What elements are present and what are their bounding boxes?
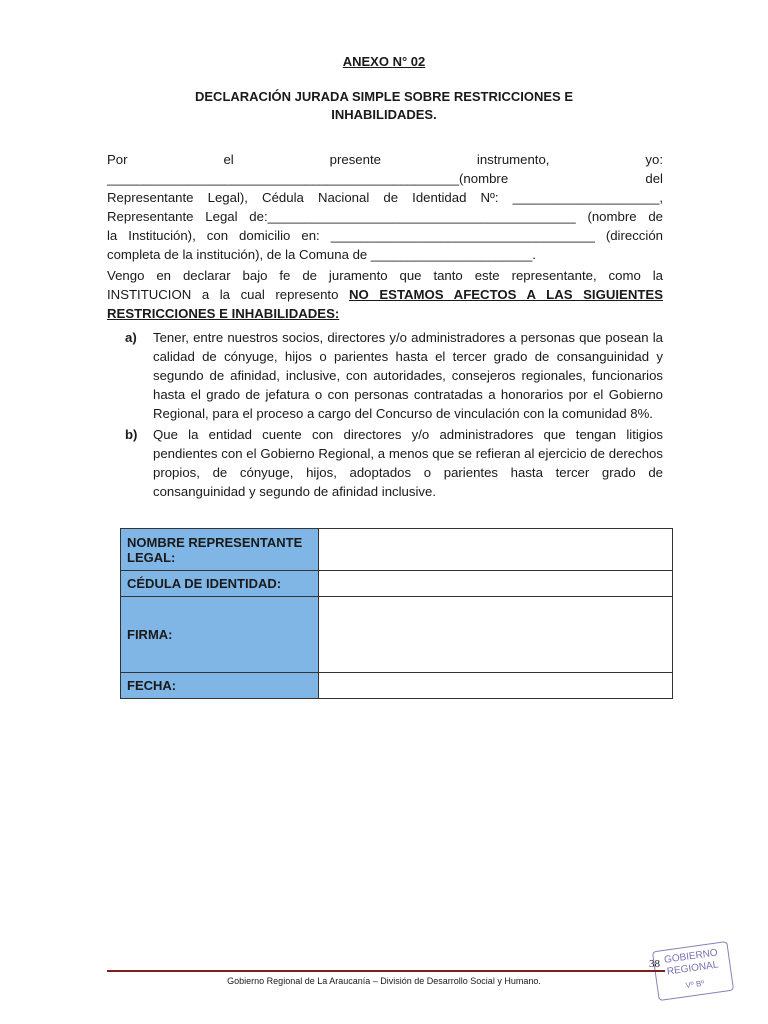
oath-emphasis: RESTRICCIONES E INHABILIDADES: xyxy=(107,306,340,321)
oath-line xyxy=(107,285,663,304)
paragraph-line: Representante Legal), Cédula Nacional de Identidad Nº: ____________________, xyxy=(107,190,663,205)
restriction-item-a xyxy=(107,328,663,428)
oath-line: Vengo en declarar bajo fe de juramento que tanto este representante, como la xyxy=(107,268,663,283)
page-number: 38 xyxy=(649,958,660,970)
representative-name-field[interactable] xyxy=(319,529,673,571)
paragraph-line: completa de la institución), de la Comuna de ______________________. xyxy=(107,247,536,262)
restriction-item-b xyxy=(107,425,663,506)
signature-field[interactable] xyxy=(319,597,673,673)
oath-emphasis: NO ESTAMOS AFECTOS A LAS SIGUIENTES xyxy=(349,287,663,302)
declarant-paragraph xyxy=(107,150,663,264)
form-label: FECHA: xyxy=(121,673,319,699)
date-field[interactable] xyxy=(319,673,673,699)
id-card-field[interactable] xyxy=(319,571,673,597)
form-label: CÉDULA DE IDENTIDAD: xyxy=(121,571,319,597)
form-label: NOMBRE REPRESENTANTE LEGAL: xyxy=(121,529,319,571)
form-label: FIRMA: xyxy=(121,597,319,673)
footer-text: Gobierno Regional de La Araucanía – División de Desarrollo Social y Humano. xyxy=(227,976,541,986)
declaration-title: DECLARACIÓN JURADA SIMPLE SOBRE RESTRICCIONES E INHABILIDADES. xyxy=(195,89,573,122)
form-row-signature xyxy=(121,597,673,673)
paragraph-line: Representante Legal de:__________________________________________ (nombre de xyxy=(107,209,663,224)
list-item-text: Tener, entre nuestros socios, directores y/o administradores a personas que posean la calidad de cónyuge, hijos o parientes hasta el tercer grado de consanguinidad y segundo de afinidad, inclusive, con autoridades, consejeros regionales, funcionarios hasta el grado de jefatura o con personas contratadas a honorarios por el Gobierno Regional, para el proceso a cargo del Concurso de vinculación con la comunidad 8%. xyxy=(153,330,663,421)
paragraph-line: ________________________________________________(nombre del xyxy=(107,171,663,186)
oath-plain-text: INSTITUCION a la cual represento xyxy=(107,287,349,302)
footer-divider xyxy=(107,970,665,972)
paragraph-line: la Institución), con domicilio en: ____________________________________ (dirección xyxy=(107,228,663,243)
stamp-text: GOBIERNO REGIONAL xyxy=(663,947,720,978)
list-marker: b) xyxy=(125,427,138,442)
signature-form-table xyxy=(120,528,673,699)
stamp-sub: Vº Bº xyxy=(684,978,705,991)
form-row-id xyxy=(121,571,673,597)
paragraph-line: Por el presente instrumento, yo: xyxy=(107,152,663,167)
form-row-name xyxy=(121,529,673,571)
oath-paragraph xyxy=(107,266,663,323)
annex-title: ANEXO N° 02 xyxy=(342,54,426,69)
oath-line xyxy=(107,304,663,323)
list-item-text: Que la entidad cuente con directores y/o administradores que tengan litigios pendientes con el Gobierno Regional, a menos que se refieran al ejercicio de derechos propios, de cónyuge, hijos, adoptados o parientes hasta tercer grado de consanguinidad y segundo de afinidad inclusive. xyxy=(153,427,663,499)
list-marker: a) xyxy=(125,330,137,345)
form-row-date xyxy=(121,673,673,699)
